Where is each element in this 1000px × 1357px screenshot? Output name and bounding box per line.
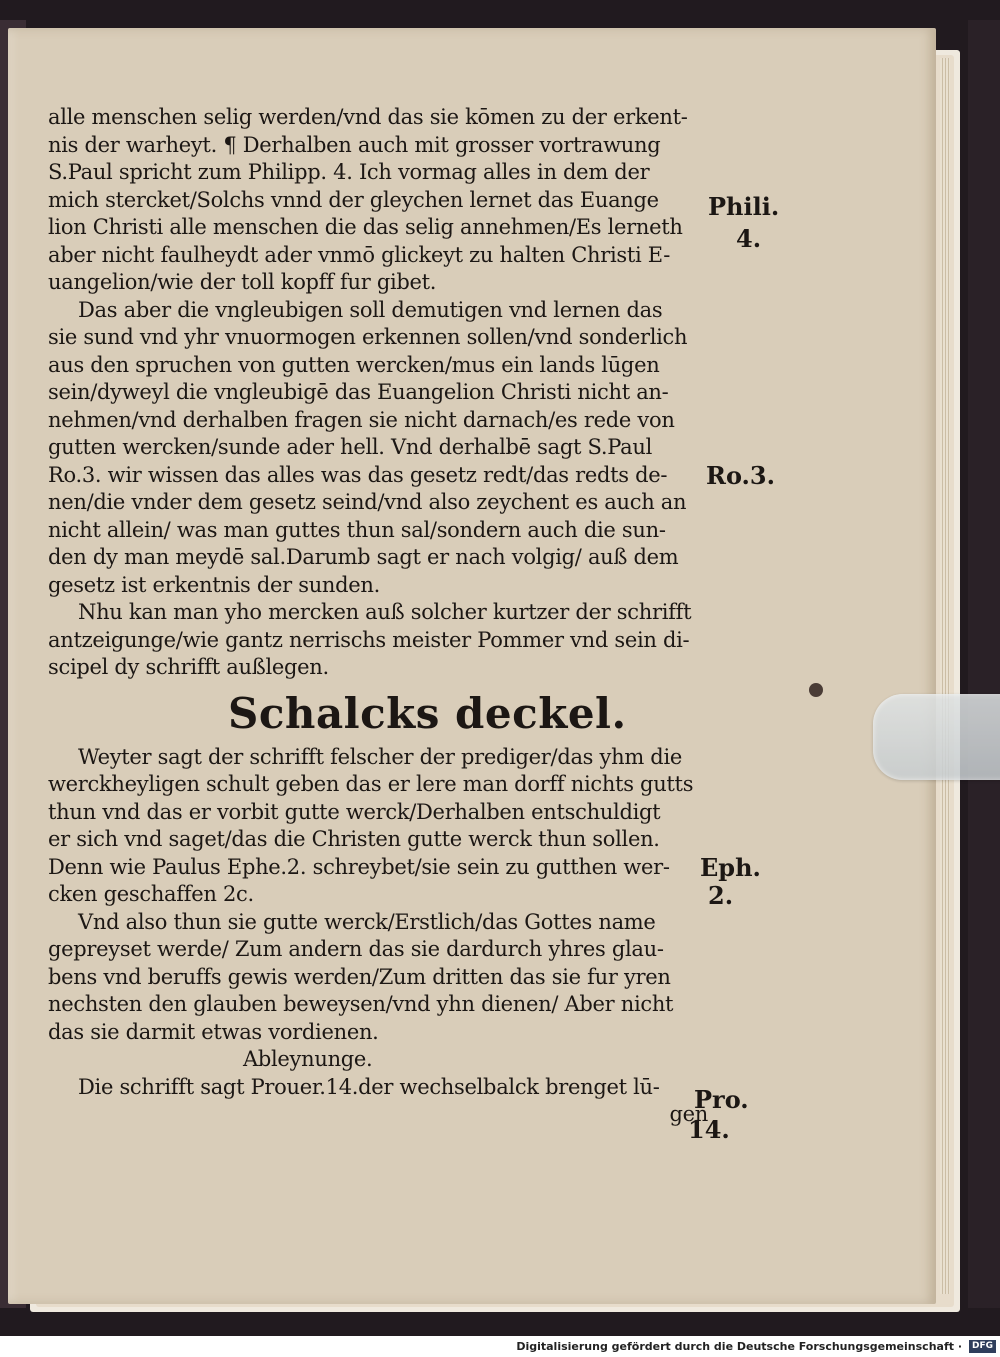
text-line: lion Christi alle menschen die das selig annehmen/Es lerneth — [48, 215, 683, 239]
text-line: alle menschen selig werden/vnd das sie kōmen zu der erkent- — [48, 105, 688, 129]
text-line: werckheyligen schult geben das er lere man dorff nichts gutts — [48, 772, 694, 796]
margin-note-pro: Pro. — [694, 1085, 749, 1114]
text-line: Weyter sagt der schrifft felscher der prediger/das yhm die — [78, 744, 682, 769]
text-line: nis der warheyt. ¶ Derhalben auch mit grosser vortrawung — [48, 132, 661, 157]
section-heading: Schalcks deckel. — [228, 688, 627, 738]
text-line: thun vnd das er vorbit gutte werck/Derhalben entschuldigt — [48, 799, 661, 824]
cover-right-edge — [968, 20, 1000, 1308]
text-line: uangelion/wie der toll kopff fur gibet. — [48, 270, 437, 294]
text-line-catchword: gen — [669, 1102, 708, 1126]
text-line: Ro.3. wir wissen das alles was das gesetz redt/das redts de- — [48, 462, 668, 487]
text-line: cken geschaffen 2c. — [48, 882, 254, 906]
text-line: den dy man meydē sal.Darumb sagt er nach volgig/ auß dem — [48, 545, 679, 569]
footer-bar — [0, 1336, 1000, 1357]
text-line: aber nicht faulheydt ader vnmō glickeyt zu halten Christi E- — [48, 242, 671, 267]
footer-credit: Digitalisierung gefördert durch die Deutsche Forschungsgemeinschaft · — [516, 1340, 962, 1353]
text-line: er sich vnd saget/das die Christen gutte werck thun sollen. — [48, 827, 660, 851]
text-line: nicht allein/ was man guttes thun sal/sondern auch die sun- — [48, 517, 666, 542]
text-line: mich stercket/Solchs vnnd der gleychen lernet das Euange — [48, 187, 659, 212]
text-line: Die schrifft sagt Prouer.14.der wechselbalck brenget lū- — [78, 1074, 660, 1099]
text-line: S.Paul spricht zum Philipp. 4. Ich vormag alles in dem der — [48, 160, 650, 184]
text-line: Vnd also thun sie gutte werck/Erstlich/das Gottes name — [78, 909, 656, 934]
margin-note-eph: Eph. — [700, 853, 761, 882]
text-line: antzeigunge/wie gantz nerrischs meister Pommer vnd sein di- — [48, 627, 690, 652]
text-line: sein/dyweyl die vngleubigē das Euangelion Christi nicht an- — [48, 380, 669, 404]
margin-note-eph-num: 2. — [708, 881, 734, 910]
text-line: gepreyset werde/ Zum andern das sie dardurch yhres glau- — [48, 937, 664, 961]
margin-note-phili-num: 4. — [736, 224, 762, 253]
ink-spot — [809, 683, 823, 697]
margin-note-ro: Ro.3. — [706, 461, 775, 490]
text-line: Nhu kan man yho mercken auß solcher kurtzer der schrifft — [78, 600, 692, 624]
margin-note-phili: Phili. — [708, 192, 780, 221]
page-edges — [940, 58, 950, 1294]
text-line: gutten wercken/sunde ader hell. Vnd derhalbē sagt S.Paul — [48, 435, 652, 459]
text-line: sie sund vnd yhr vnuormogen erkennen sollen/vnd sonderlich — [48, 325, 688, 349]
text-line: Das aber die vngleubigen soll demutigen vnd lernen das — [78, 297, 663, 322]
dfg-logo-badge: DFG — [969, 1340, 996, 1353]
text-line: das sie darmit etwas vordienen. — [48, 1019, 379, 1044]
page-clip — [873, 694, 1000, 780]
margin-note-pro-num: 14. — [688, 1115, 730, 1144]
text-line: nechsten den glauben beweysen/vnd yhn dienen/ Aber nicht — [48, 992, 674, 1016]
text-line: scipel dy schrifft außlegen. — [48, 655, 329, 679]
text-line: nehmen/vnd derhalben fragen sie nicht darnach/es rede von — [48, 407, 675, 432]
text-line: aus den spruchen von gutten wercken/mus ein lands lūgen — [48, 352, 660, 377]
main-text — [48, 104, 708, 1129]
text-line: Denn wie Paulus Ephe.2. schreybet/sie sein zu gutthen wer- — [48, 854, 670, 879]
subsection-caption: Ableynunge. — [243, 1047, 373, 1071]
text-line: nen/die vnder dem gesetz seind/vnd also zeychent es auch an — [48, 490, 687, 514]
text-line: bens vnd beruffs gewis werden/Zum dritten das sie fur yren — [48, 964, 671, 989]
text-line: gesetz ist erkentnis der sunden. — [48, 572, 381, 597]
